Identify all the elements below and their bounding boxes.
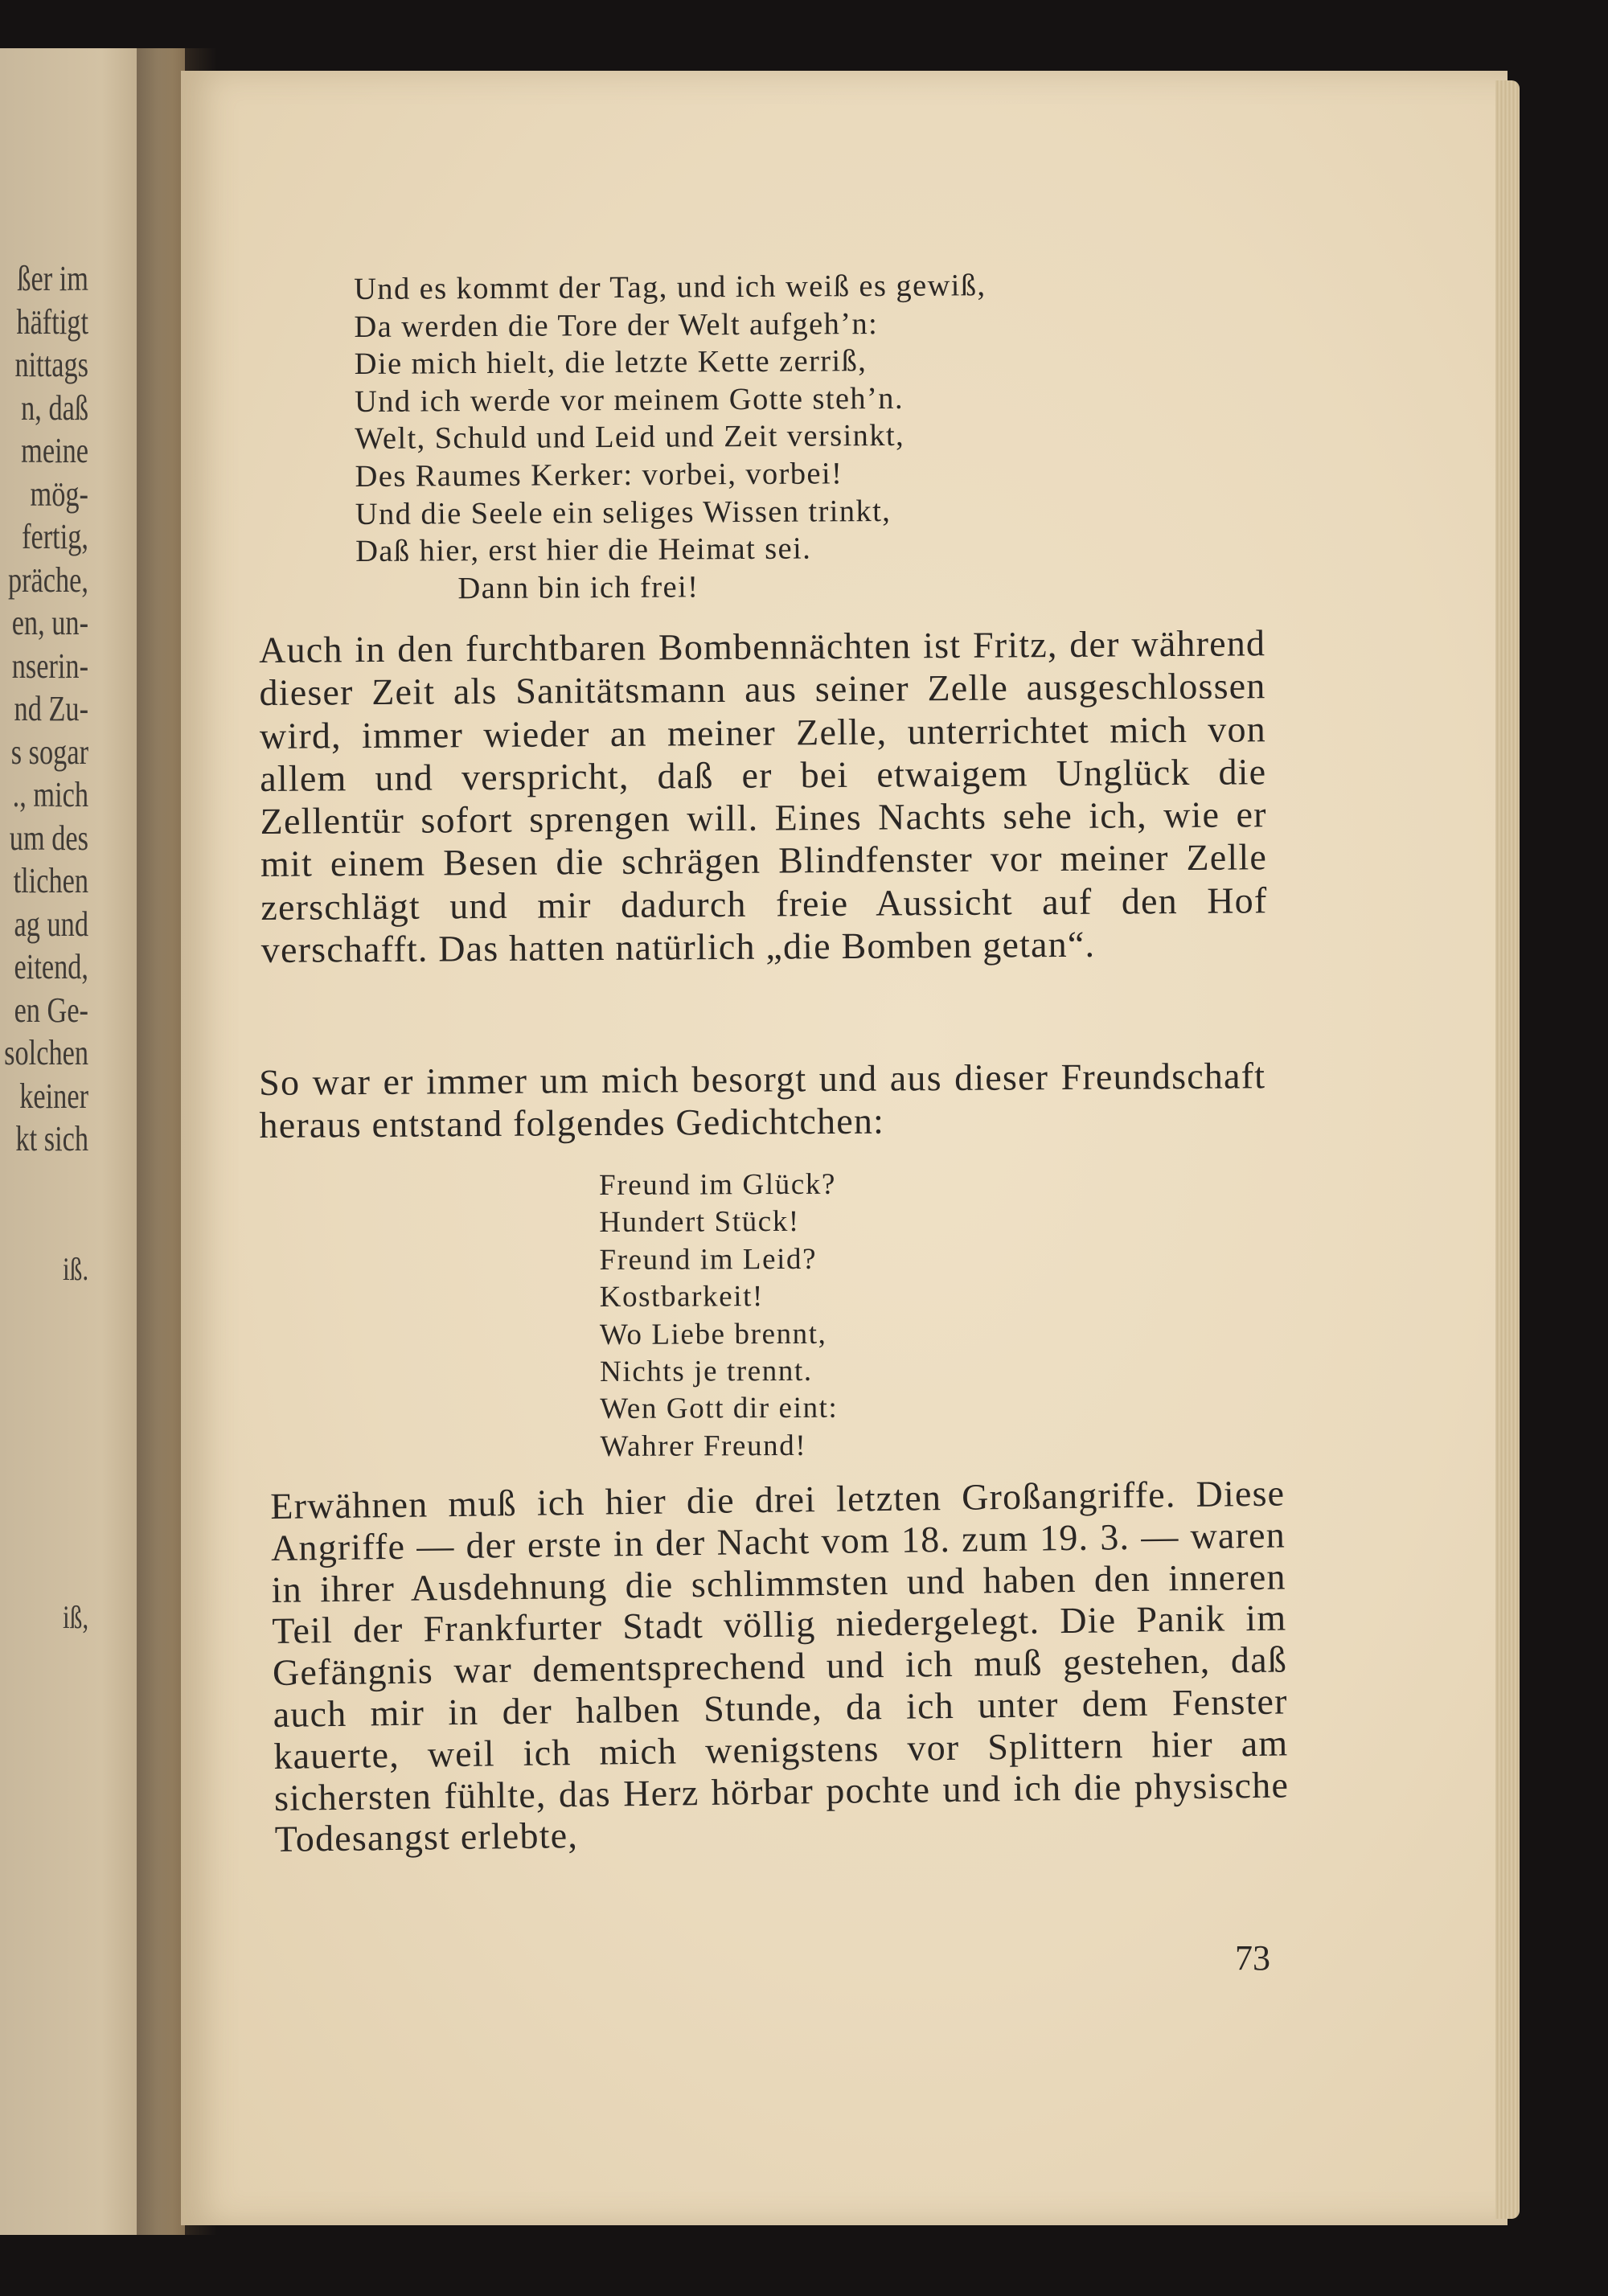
- poem-friend: [599, 1166, 839, 1466]
- left-line: en Ge-: [14, 990, 88, 1030]
- left-line: en, un-: [11, 603, 88, 642]
- poem-line: Und ich werde vor meinem Gotte steh’n.: [354, 381, 904, 419]
- poem-line: Und es kommt der Tag, und ich weiß es gewiß,: [354, 269, 987, 306]
- poem-line: Nichts je trennt.: [600, 1354, 813, 1389]
- left-line: eitend,: [14, 947, 88, 986]
- left-line-extra: iß,: [62, 1599, 88, 1635]
- poem-line: Hundert Stück!: [599, 1205, 800, 1240]
- poem-line: Freund im Leid?: [599, 1242, 818, 1277]
- paragraph-bomb-nights: Auch in den furchtbaren Bombennächten ist Fritz, der während dieser Zeit als Sanitätsmann aus seiner Zelle ausgeschlossen wird, immer wieder an meiner Zelle, unterrichtet mich von allem und verspricht, daß er bei etwaigem Unglück die Zellentür sofort sprengen will. Eines Nachts sehe ich, wie er mit einem Besen die schrägen Blindfenster vor meiner Zelle zerschlägt und mir dadurch freie Aussicht auf den Hof verschafft. Das hatten natürlich „die Bomben getan“.: [259, 622, 1268, 971]
- poem-line: Dann bin ich frei!: [457, 570, 699, 605]
- poem-line: Wen Gott dir eint:: [600, 1392, 839, 1426]
- left-line: nserin-: [11, 646, 88, 686]
- paragraph-friendship: So war er immer um mich besorgt und aus dieser Freundschaft heraus entstand folgendes Gedichtchen:: [259, 1055, 1266, 1146]
- left-line: präche,: [7, 560, 88, 600]
- poem-line: Wo Liebe brennt,: [599, 1317, 827, 1351]
- left-line: fertig,: [22, 517, 88, 556]
- left-line: häftigt: [16, 301, 88, 342]
- left-line: ag und: [14, 904, 88, 944]
- left-line: tlichen: [13, 861, 88, 900]
- left-line: nd Zu-: [14, 689, 88, 728]
- poem-line: Welt, Schuld und Leid und Zeit versinkt,: [355, 419, 905, 457]
- poem-line: Die mich hielt, die letzte Kette zerriß,: [354, 344, 868, 382]
- poem-line: Freund im Glück?: [599, 1167, 837, 1202]
- page-edges: [1495, 80, 1520, 2219]
- poem-line: Da werden die Tore der Welt aufgeh’n:: [354, 306, 879, 344]
- left-line: ßer im: [17, 259, 88, 298]
- left-line: nittags: [14, 345, 88, 384]
- poem-line: Und die Seele ein seliges Wissen trinkt,: [355, 494, 892, 531]
- poem-line: Daß hier, erst hier die Heimat sei.: [355, 531, 812, 569]
- left-line: solchen: [4, 1033, 88, 1072]
- left-line: n, daß: [21, 387, 88, 428]
- left-line: kt sich: [15, 1119, 88, 1158]
- left-line: s sogar: [10, 732, 88, 772]
- left-line: ., mich: [12, 775, 88, 814]
- poem-line: Des Raumes Kerker: vorbei, vorbei!: [355, 457, 843, 494]
- page-number: 73: [1235, 1938, 1270, 1978]
- left-line: mög-: [30, 474, 88, 514]
- left-line-extra: iß.: [62, 1251, 88, 1287]
- left-line: meine: [21, 431, 88, 470]
- poem-line: Kostbarkeit!: [599, 1280, 764, 1314]
- paragraph-air-raids: Erwähnen muß ich hier die drei letzten Großangriffe. Diese Angriffe — der erste in der Nacht vom 18. zum 19. 3. — waren in ihrer Ausdehnung die schlimmsten und haben den inneren Teil der Frankfurter Stadt völlig niedergelegt. Die Panik im Gefängnis war dementsprechend und ich muß gestehen, daß auch mir in der halben Stunde, da ich unter dem Fenster kauerte, weil ich mich wenigstens vor Splittern hier am sichersten fühlte, das Herz hörbar pochte und ich die physische Todesangst erlebte,: [270, 1472, 1290, 1860]
- left-line: keiner: [19, 1076, 88, 1116]
- poem-freedom: [354, 267, 988, 608]
- left-page-text: [0, 257, 88, 1161]
- left-line: um des: [9, 818, 88, 858]
- poem-line: Wahrer Freund!: [600, 1429, 807, 1463]
